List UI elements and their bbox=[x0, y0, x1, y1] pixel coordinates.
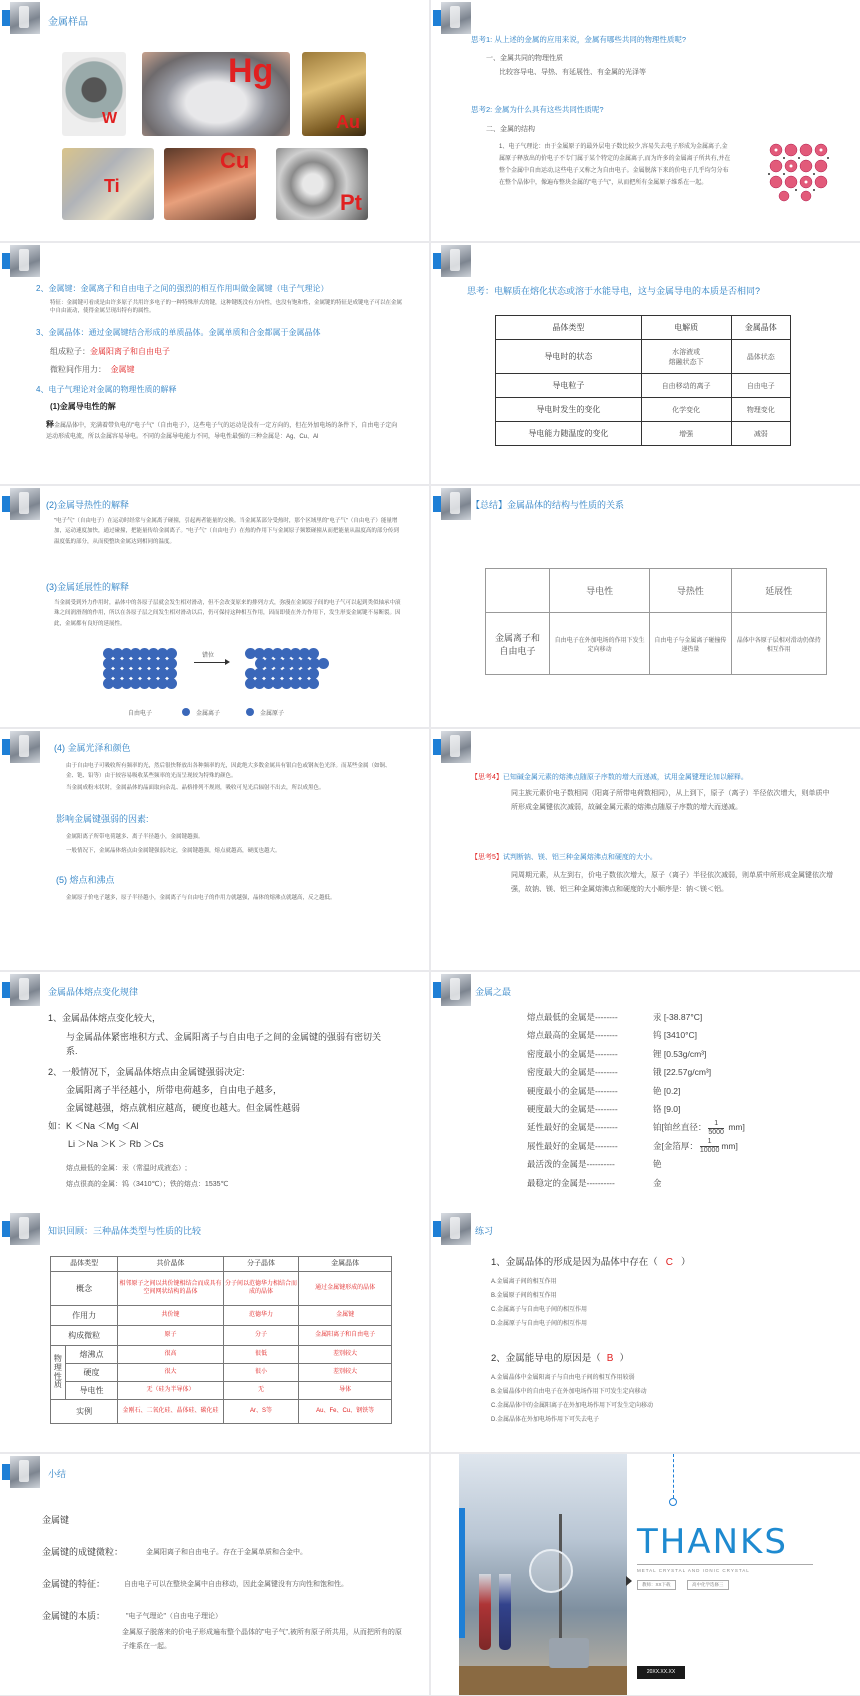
slide-metal-samples bbox=[0, 0, 429, 241]
table-cell: 导体 bbox=[299, 1382, 392, 1400]
conduction-table bbox=[495, 315, 791, 446]
conclusion-key-2: 金属键的特征： bbox=[42, 1579, 106, 1589]
list-item: 延性最好的金属是-------- 铂[铂丝直径： $\frac{1}{5000}$ mm] bbox=[527, 1119, 745, 1136]
hanging-ring-icon bbox=[669, 1498, 677, 1506]
rule-2-detail-a: 金属阳离子半径越小，所带电荷越多，自由电子越多， bbox=[66, 1085, 283, 1095]
slide-logo-icon bbox=[0, 243, 42, 279]
legend-metal-ion: 金属离子 bbox=[196, 711, 221, 717]
table-cell: 晶体类型 bbox=[496, 316, 642, 340]
table-cell: 分子间以范德华力相结合而成的晶体 bbox=[223, 1272, 299, 1306]
list-item: 密度最小的金属是-------- 锂 [0.53g/cm³] bbox=[527, 1048, 707, 1059]
slide-logo-icon bbox=[0, 0, 42, 36]
fraction-denominator: 10000 bbox=[699, 1147, 720, 1155]
slide-title: 金属样品 bbox=[48, 17, 88, 28]
slide-title: 练习 bbox=[475, 1226, 494, 1236]
exercise-1-option[interactable]: B.金属原子间的相互作用 bbox=[491, 1293, 557, 1299]
slide-summary-structure bbox=[431, 486, 860, 727]
list-item: 熔点最高的金属是-------- 钨 [3410°C] bbox=[527, 1030, 698, 1041]
slide-title: 金属之最 bbox=[475, 987, 512, 997]
slide-think-1-2 bbox=[431, 0, 860, 241]
thanks-divider bbox=[637, 1564, 813, 1565]
slide-logo-icon bbox=[431, 1211, 473, 1247]
teacher-tag: 教师：XX下载 bbox=[637, 1580, 676, 1590]
exercise-2-option[interactable]: B.金属晶体中的自由电子在外加电场作用下可发生定向移动 bbox=[491, 1389, 647, 1395]
table-cell: 分子 bbox=[223, 1326, 299, 1346]
table-cell: 金属离子和 自由电子 bbox=[486, 613, 550, 675]
list-item: 展性最好的金属是-------- 金[金箔厚： $\frac{1}{10000}$ mm] bbox=[527, 1138, 738, 1155]
slide-luster-melting bbox=[0, 729, 429, 970]
exercise-1-end: ） bbox=[681, 1257, 691, 1268]
slide-logo-icon bbox=[0, 972, 42, 1008]
gold-sample-image bbox=[302, 52, 366, 136]
table-cell: 作用力 bbox=[51, 1306, 118, 1326]
conclusion-value-3b: 金属原子脱落来的价电子形成遍布整个晶体的"电子气",被所有原子所共用，从而把所有的原子维系在一起。 bbox=[122, 1629, 402, 1650]
point-3-title: 3、金属晶体：通过金属键结合形成的单质晶体。金属单质和合金都属于金属晶体 bbox=[36, 328, 321, 337]
point-4-bold: 释 bbox=[46, 420, 54, 429]
exercise-1-question: 1、金属晶体的形成是因为晶体中存在（ bbox=[491, 1257, 658, 1268]
table-cell: 增强 bbox=[641, 422, 731, 446]
table-cell: 化学变化 bbox=[641, 398, 731, 422]
think-title: 思考：电解质在熔化状态或溶于水能导电，这与金属导电的本质是否相同? bbox=[467, 286, 761, 296]
table-cell: Ar、S等 bbox=[223, 1400, 299, 1424]
force-label: 微粒间作用力： bbox=[50, 365, 106, 374]
table-cell: 概念 bbox=[51, 1272, 118, 1306]
table-cell: 导电性 bbox=[550, 569, 650, 613]
thanks-title: THANKS bbox=[637, 1522, 788, 1562]
bond-factors-2: 一般情况下，金属晶体熔点由金属键强弱决定，金属键越强，熔点就越高，硬度也越大。 bbox=[66, 848, 281, 854]
point-2-body: 特征：金属键可看成是由许多原子共用许多电子的一种特殊形式的键，这种键既没有方向性，也没有饱和性，金属键的特征是成键电子可以在金属中自由流动，使得金属呈现出特有的属性。 bbox=[50, 300, 403, 315]
think5-tag: 【思考5】 bbox=[471, 854, 503, 861]
records-list bbox=[527, 1008, 847, 1192]
rule-2: 2、一般情况下，金属晶体熔点由金属键强弱决定: bbox=[48, 1067, 245, 1077]
rule-1: 1、金属晶体熔点变化较大， bbox=[48, 1013, 162, 1023]
slide-think-4-5 bbox=[431, 729, 860, 970]
table-cell: 金属晶体 bbox=[299, 1257, 392, 1272]
table-cell: 物理变化 bbox=[731, 398, 790, 422]
slide-logo-icon bbox=[0, 1454, 42, 1490]
titanium-sample-image bbox=[62, 148, 154, 220]
think4-tag: 【思考4】 bbox=[471, 774, 503, 781]
hanging-line-icon bbox=[673, 1454, 674, 1498]
table-cell: 金属晶体 bbox=[731, 316, 790, 340]
slide-logo-icon bbox=[0, 1211, 42, 1247]
table-cell: 分子晶体 bbox=[223, 1257, 299, 1272]
force-value: 金属键 bbox=[110, 365, 135, 374]
conclusion-key-3: 金属键的本质： bbox=[42, 1611, 106, 1621]
think4-question: 已知碱金属元素的熔沸点随原子序数的增大而递减，试用金属键理论加以解释。 bbox=[502, 774, 748, 781]
fraction-denominator: 5000 bbox=[708, 1128, 724, 1136]
slide-crystal-comparison bbox=[0, 1211, 429, 1452]
slide-logo-icon bbox=[0, 729, 42, 765]
exercise-2-question: 2、金属能导电的原因是（ bbox=[491, 1353, 601, 1364]
list-item: 硬度最大的金属是-------- 铬 [9.0] bbox=[527, 1104, 681, 1115]
table-cell: 差别较大 bbox=[299, 1346, 392, 1364]
table-cell bbox=[486, 569, 550, 613]
conclusion-value-1: 金属阳离子和自由电子。存在于金属单质和合金中。 bbox=[146, 1549, 307, 1556]
summary-title: 【总结】金属晶体的结构与性质的关系 bbox=[471, 500, 625, 510]
shift-arrow-icon bbox=[194, 662, 228, 663]
slide-conclusion bbox=[0, 1454, 429, 1695]
list-item: 最稳定的金属是---------- 金 bbox=[527, 1177, 662, 1188]
think5-answer: 同周期元素，从左到右，价电子数依次增大，原子（离子）半径依次减弱，则单质中所形成金属键依次增强，故钠、镁、铝三种金属熔沸点和硬度的大小顺序是：钠＜镁＜铝。 bbox=[511, 872, 833, 893]
table-cell: 自由电子 bbox=[731, 374, 790, 398]
table-cell: Au、Fe、Cu、钢铁等 bbox=[299, 1400, 392, 1424]
table-cell: 通过金属键形成的晶体 bbox=[299, 1272, 392, 1306]
course-tag: 高中化学选修三 bbox=[687, 1580, 729, 1590]
table-cell: 差别较大 bbox=[299, 1364, 392, 1382]
exercise-2-option[interactable]: D.金属晶体在外加电场作用下可失去电子 bbox=[491, 1417, 600, 1423]
point-4-title: 4、电子气理论对金属的物理性质的解释 bbox=[36, 385, 177, 394]
conclusion-heading: 金属键 bbox=[42, 1515, 70, 1525]
tile-label-cu: Cu bbox=[220, 148, 250, 173]
conclusion-key-1: 金属键的成键微粒： bbox=[42, 1547, 124, 1557]
tile-label-w: W bbox=[102, 110, 118, 127]
slide-metal-records bbox=[431, 972, 860, 1213]
slide-exercise bbox=[431, 1211, 860, 1452]
lattice-before-diagram bbox=[104, 646, 188, 686]
exercise-2-option[interactable]: A.金属晶体中金属阳离子与自由电子间的相互作用较弱 bbox=[491, 1375, 635, 1381]
table-cell: 水溶液或 熔融状态下 bbox=[641, 340, 731, 374]
slide-title: 小结 bbox=[48, 1469, 67, 1479]
table-cell: 物理性质 bbox=[51, 1346, 66, 1400]
table-cell: 很小 bbox=[223, 1364, 299, 1382]
heat-title: (2)金属导热性的解释 bbox=[46, 500, 129, 510]
conclusion-value-3a: "电子气理论"（自由电子理论） bbox=[126, 1613, 222, 1620]
slide-logo-icon bbox=[431, 729, 473, 765]
slide-metallic-bond bbox=[0, 243, 429, 484]
exercise-1-option[interactable]: C.金属离子与自由电子间的相互作用 bbox=[491, 1307, 588, 1313]
table-cell: 减弱 bbox=[731, 422, 790, 446]
slide-logo-icon bbox=[431, 243, 473, 279]
point-4-subtitle: (1)金属导电性的解 bbox=[50, 402, 116, 411]
table-cell: 导电性 bbox=[65, 1382, 118, 1400]
copper-sample-image bbox=[164, 148, 256, 220]
list-item: 密度最大的金属是-------- 锇 [22.57g/cm³] bbox=[527, 1067, 712, 1078]
slide-melting-rule bbox=[0, 972, 429, 1213]
mercury-sample-image bbox=[142, 52, 290, 136]
high-melting: 熔点很高的金属：钨（3410℃）；铁的熔点：1535℃ bbox=[66, 1181, 229, 1188]
table-cell: 自由电子与金属离子碰撞传递热量 bbox=[650, 613, 731, 675]
table-cell: 电解质 bbox=[641, 316, 731, 340]
fraction-numerator: 1 bbox=[700, 1138, 719, 1147]
q2-body: 1、电子气理论：由于金属原子的最外层电子数比较少,容易失去电子形成为金属离子,金属原子释放出的价电子不专门属于某个特定的金属离子,而为许多的金属离子所共有,并在整个金属中自由运动,这些电子又称之为自由电子。金属脱落下来的价电子几乎均匀分布在整个晶体中，像遍布整块金属的"电子气"，从而把所有金属原子维系在一起。 bbox=[499, 144, 731, 186]
table-cell: 原子 bbox=[118, 1326, 223, 1346]
table-cell: 很高 bbox=[118, 1346, 223, 1364]
think4-answer: 同主族元素价电子数相同（阳离子所带电荷数相同），从上到下，原子（离子）半径依次增大，则单质中所形成金属键依次减弱，故碱金属元素的熔沸点随原子序数的增大而递减。 bbox=[511, 790, 830, 811]
exercise-2-option[interactable]: C.金属晶体中的金属阳离子在外加电场作用下可发生定向移动 bbox=[491, 1403, 654, 1409]
exercise-1-option[interactable]: A.金属离子间的相互作用 bbox=[491, 1279, 557, 1285]
table-cell: 导电粒子 bbox=[496, 374, 642, 398]
electron-gas-diagram bbox=[766, 140, 836, 202]
heat-body: "电子气"（自由电子）在运动时经常与金属离子碰撞，引起两者能量的交换。当金属某部分受热时，那个区域里的"电子气"（自由电子）能量增加，运动速度加快，通过碰撞，把能量传给金属离子。"电子气"（自由电子）在热的作用下与金属原子频繁碰撞从而把能量从温度高的部分传到温度低的部分，从而使整块金属达到相同的温度。 bbox=[54, 518, 399, 545]
play-pointer-icon bbox=[626, 1576, 632, 1586]
lab-photo-image bbox=[459, 1454, 627, 1695]
point-4-body: 金属晶体中，充满着带负电的"电子气"（自由电子），这些电子气的运动是没有一定方向的，但在外加电场的条件下，自由电子定向运动形成电流，所以金属容易导电。不同的金属导电能力不同，导电性最强的三种金属是：Ag、Cu、Al bbox=[46, 423, 398, 441]
table-cell: 自由电子在外加电场的作用下发生定向移动 bbox=[550, 613, 650, 675]
think5-question: 试判断钠、镁、铝三种金属熔沸点和硬度的大小。 bbox=[502, 854, 657, 861]
slide-logo-icon bbox=[431, 0, 473, 36]
table-cell: 无（硅为半导体） bbox=[118, 1382, 223, 1400]
table-cell: 共价键 bbox=[118, 1306, 223, 1326]
table-cell: 相邻原子之间以共价键相结合而成具有空间网状结构的晶体 bbox=[118, 1272, 223, 1306]
shift-arrow-label: 错位 bbox=[202, 653, 215, 659]
table-cell: 导电能力随温度的变化 bbox=[496, 422, 642, 446]
question-1: 思考1: 从上述的金属的应用来说，金属有哪些共同的物理性质呢? bbox=[471, 35, 687, 44]
slide-logo-icon bbox=[0, 486, 42, 522]
question-2: 思考2: 金属为什么具有这些共同性质呢? bbox=[471, 105, 604, 114]
particles-label: 组成粒子： bbox=[50, 347, 90, 356]
point-2-title: 2、金属键：金属离子和自由电子之间的强烈的相互作用叫做金属键（电子气理论） bbox=[36, 284, 329, 293]
melting-title: (5) 熔点和沸点 bbox=[56, 875, 115, 885]
q1-answer: 比较容导电、导热、有延展性、有金属的光泽等 bbox=[499, 69, 646, 76]
table-cell: 延展性 bbox=[731, 569, 827, 613]
list-item: 最活泼的金属是---------- 铯 bbox=[527, 1159, 662, 1170]
slide-conduction-compare bbox=[431, 243, 860, 484]
table-cell: 金刚石、二氧化硅、晶体硅、碳化硅 bbox=[118, 1400, 223, 1424]
exercise-2-answer: B bbox=[606, 1353, 614, 1364]
table-cell: 晶体中各原子层相对滑动仍保持相互作用 bbox=[731, 613, 827, 675]
exercise-1-option[interactable]: D.金属原子与自由电子间的相互作用 bbox=[491, 1321, 588, 1327]
lattice-after-diagram bbox=[246, 646, 330, 686]
slide-logo-icon bbox=[431, 972, 473, 1008]
conclusion-value-2: 自由电子可以在整块金属中自由移动，因此金属键没有方向性和饱和性。 bbox=[124, 1581, 348, 1588]
legend-atom-dot-icon bbox=[246, 708, 254, 716]
thanks-subtitle: METAL CRYSTAL AND IONIC CRYSTAL bbox=[637, 1568, 750, 1573]
particles-value: 金属阳离子和自由电子 bbox=[90, 347, 170, 356]
exercise-2-end: ） bbox=[619, 1353, 629, 1364]
table-cell: 导电时的状态 bbox=[496, 340, 642, 374]
table-cell: 晶体状态 bbox=[731, 340, 790, 374]
legend-free-electron: 自由电子 bbox=[128, 711, 153, 717]
table-cell: 导电时发生的变化 bbox=[496, 398, 642, 422]
rule-2-detail-b: 金属键越强，熔点就相应越高，硬度也越大。但金属性越弱 bbox=[66, 1103, 301, 1113]
bond-factors-title: 影响金属键强弱的因素: bbox=[56, 814, 149, 824]
lowest-melting: 熔点最低的金属：汞（常温时成液态）; bbox=[66, 1165, 187, 1172]
crystal-compare-table bbox=[50, 1256, 392, 1424]
table-cell: 无 bbox=[223, 1382, 299, 1400]
table-cell: 金属键 bbox=[299, 1306, 392, 1326]
table-cell: 导热性 bbox=[650, 569, 731, 613]
ductility-body: 当金属受到外力作用时，晶体中的各原子层就会发生相对滑动，但不会改变原来的排列方式，弥漫在金属原子间的电子气可以起到类似轴承中滚珠之间润滑剂的作用，所以在各原子层之间发生相对滑动以后，仍可保持这种相互作用，因而即使在外力作用下，发生形变金属键不易断裂。因此，金属都有良好的延展性。 bbox=[54, 600, 401, 627]
slide-title: 知识回顾：三种晶体类型与性质的比较 bbox=[48, 1226, 202, 1236]
table-cell: 范德华力 bbox=[223, 1306, 299, 1326]
table-cell: 共价晶体 bbox=[118, 1257, 223, 1272]
table-cell: 熔沸点 bbox=[65, 1346, 118, 1364]
rule-1-detail: 与金属晶体紧密堆积方式、金属阳离子与自由电子之间的金属键的强弱有密切关系. bbox=[66, 1032, 382, 1057]
fraction-numerator: 1 bbox=[708, 1120, 724, 1129]
tile-label-hg: Hg bbox=[228, 52, 274, 90]
luster-title: (4) 金属光泽和颜色 bbox=[54, 743, 131, 753]
table-cell: 实例 bbox=[51, 1400, 118, 1424]
q1-heading: 一、金属共同的物理性质 bbox=[486, 55, 563, 62]
slide-thanks bbox=[431, 1454, 860, 1695]
luster-body-2: 当金属成粉末状时，金属晶体的晶面取向杂乱、晶格排列不规则，吸收可见光后辐射不出去，所以成黑色。 bbox=[66, 785, 325, 791]
slide-title: 金属晶体熔点变化规律 bbox=[48, 987, 139, 997]
tungsten-sample-image bbox=[62, 52, 126, 136]
exercise-1-answer: C bbox=[665, 1257, 674, 1268]
tile-label-au: Au bbox=[336, 112, 360, 132]
q2-heading: 二、金属的结构 bbox=[486, 126, 535, 133]
tile-label-pt: Pt bbox=[340, 190, 362, 215]
platinum-sample-image bbox=[276, 148, 368, 220]
table-cell: 很大 bbox=[118, 1364, 223, 1382]
list-item: 熔点最低的金属是-------- 汞 [-38.87°C] bbox=[527, 1012, 703, 1022]
bond-factors-1: 金属阳离子所带电荷越多、离子半径越小，金属键越强。 bbox=[66, 834, 204, 840]
summary-table bbox=[485, 568, 827, 675]
legend-ion-dot-icon bbox=[182, 708, 190, 716]
table-cell: 自由移动的离子 bbox=[641, 374, 731, 398]
melting-body: 金属原子价电子越多，原子半径越小，金属离子与自由电子的作用力就越强，晶体的熔沸点就越高，反之越低。 bbox=[66, 895, 336, 901]
slide-heat-ductility bbox=[0, 486, 429, 727]
tile-label-ti: Ti bbox=[104, 176, 120, 196]
date-badge: 20XX.XX.XX bbox=[637, 1666, 685, 1679]
table-cell: 金属阳离子和自由电子 bbox=[299, 1326, 392, 1346]
table-cell: 硬度 bbox=[65, 1364, 118, 1382]
table-cell: 构成微粒 bbox=[51, 1326, 118, 1346]
list-item: 硬度最小的金属是-------- 铯 [0.2] bbox=[527, 1085, 681, 1096]
example-2: Li ＞Na ＞K ＞ Rb ＞Cs bbox=[68, 1139, 164, 1149]
example-1: 如：K ＜Na ＜Mg ＜Al bbox=[48, 1121, 139, 1131]
table-cell: 晶体类型 bbox=[51, 1257, 118, 1272]
slide-logo-icon bbox=[431, 486, 473, 522]
legend-metal-atom: 金属原子 bbox=[260, 711, 285, 717]
ductility-title: (3)金属延展性的解释 bbox=[46, 582, 129, 592]
table-cell: 很低 bbox=[223, 1346, 299, 1364]
luster-body: 由于自由电子可吸收所有频率的光，然后很快释放出各种频率的光，因此绝大多数金属具有银白色或钢灰色光泽。而某些金属（如铜、金、铯、铅等）由于较容易吸收某些频率的光而呈现较为特殊的颜色。 bbox=[66, 763, 391, 780]
